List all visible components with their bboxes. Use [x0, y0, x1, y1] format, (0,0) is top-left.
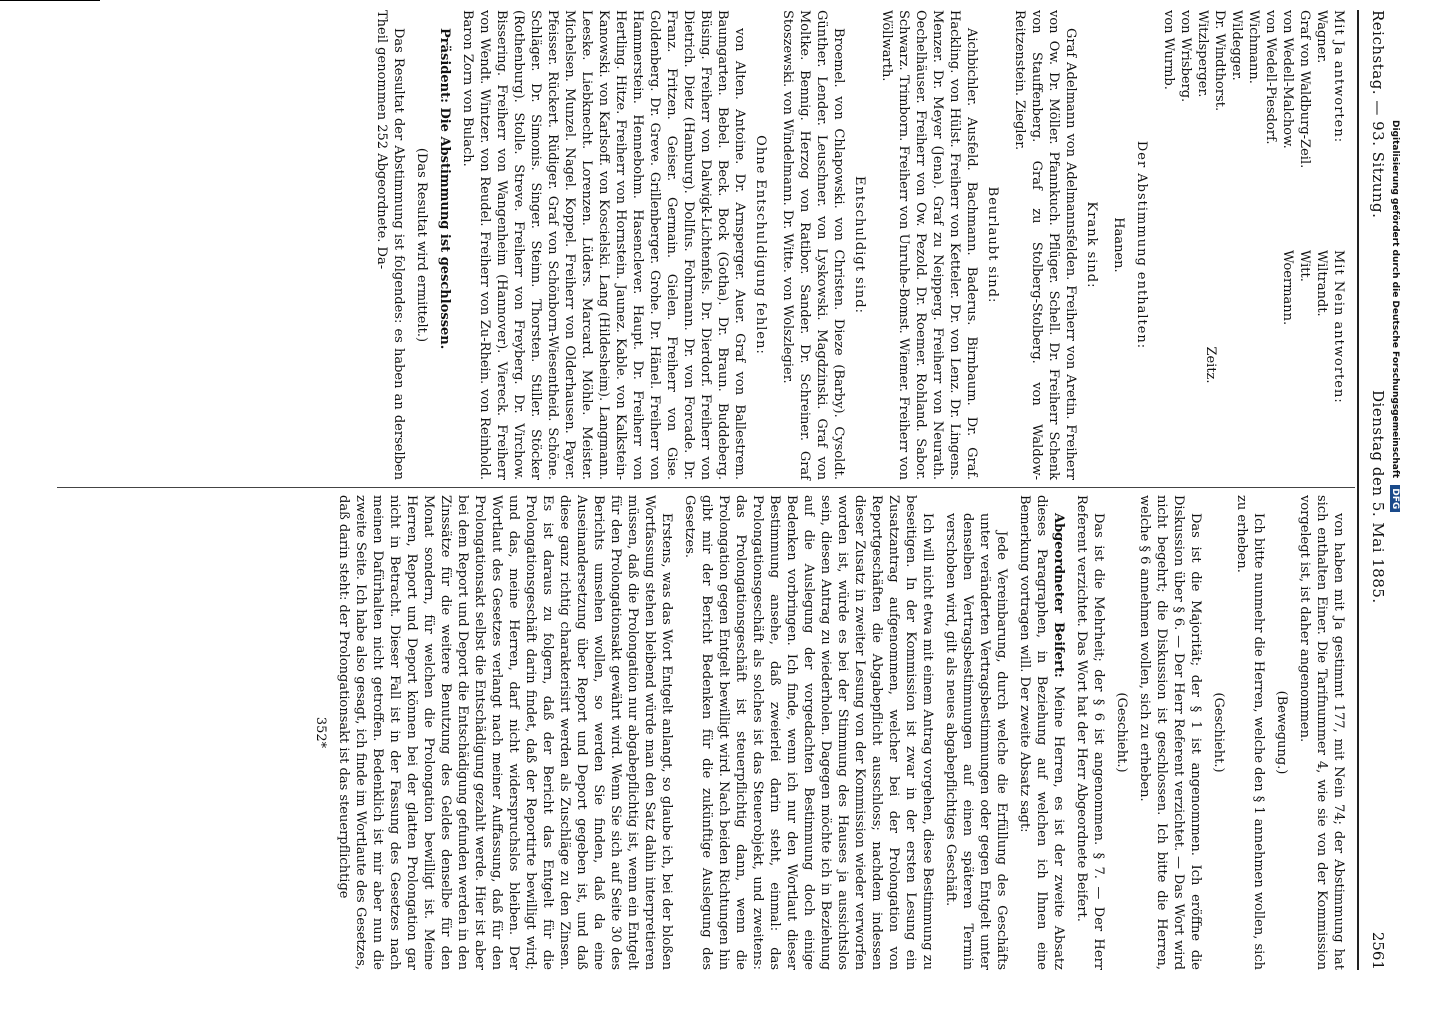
header-left: Reichstag. — 93. Sitzung.	[1369, 10, 1387, 219]
nein-name: Wiltrandt.	[1314, 250, 1329, 317]
paragraph: Das ist die Majorität; der § 1 ist angenommen. Ich eröffne die Diskussion über § 6. — Der Herr Referent verzichtet. — Das Wort wird nicht begehrt; die Diskussion ist geschlossen. Ich bitte die Herren, welche § 6 annehmen wollen, sich zu erheben.	[1137, 495, 1203, 970]
top-edge-line	[0, 0, 100, 1]
result-note: (Das Resultat wird ermittelt.)	[414, 147, 429, 343]
ja-name: Wildegger.	[1229, 10, 1244, 81]
signature-mark: 352*	[313, 716, 328, 749]
president-statement: Präsident: Die Abstimmung ist geschlossen.	[437, 28, 452, 350]
unexcused-list: von Alten. Antoine. Dr. Arnsperger. Auer. Graf von Ballestrem. Baumgarten. Bebel. Beck. Bock (Gotha). Dr. Braun. Buddeberg. Büsing. Freiherr von Dalwigk-Lichtenfels. Dr. Dierdorf. Freiherr von Dietrich. Dietz (Hamburg). Dollfus. Fohrmann. Dr. von Forcade. Dr. Franz. Fritzen. Geiser. Germain. Gielen. Freiherr von Gise. Goldenberg. Dr. Greve. Grillenberger. Grohe. Dr. Hänel. Freiherr von Hammerstein. Hennebohm. Hasenclever. Haupt. Dr. Freiherr von Hertling. Hitze. Freiherr von Hornstein. Jaunez. Kable. von Kalkstein-Kanowski. von Karlsoff. von Koscielski. Lang (Hildesheim). Langmann. Leeske. Liebknecht. Lorenzen. Lüders. Marcard. Möhle. Meister. Michelsen. Munzel. Nagel. Koppel. Freiherr von Olderhausen. Payer. Pfeisser. Rückert. Rüdiger. Graf von Schönborn-Wiesentheid. Schöne. Schläger. Dr. Simonis. Singer. Steinn. Thorsten. Stiller. Stöcker (Rothenburg). Stolle. Streve. Freiherr von Freyberg. Dr. Virchow. Bissering. Freiherr von Wangenheim (Hannover). Viereck. Freiherr von Wendt. Wintzer. von Reudel. Freiherr von Zu-Rhein. von Reinhold. Baron Zorn von Bulach.	[460, 10, 747, 480]
speaker-name: Abgeordneter Beifert:	[1051, 513, 1066, 678]
column-separator	[57, 487, 1355, 488]
excused-list: Broemel. von Chlapowski. von Christen. Dieze (Barby). Cysoldt. Günther. Lender. Leuschner. von Lyskowski. Magdzinski. Graf von Moltke. Bennig. Herzog von Ratibor. Sander. Dr. Schreiner. Graf Stoszewski. von Windelmann. Dr. Witte. von Wolszlegier.	[780, 10, 846, 480]
ja-name: von Wurmb.	[1161, 10, 1176, 90]
nein-name: Witt.	[1297, 250, 1312, 282]
excused-heading: Entschuldigt sind:	[852, 175, 867, 314]
right-column	[57, 495, 1347, 970]
page-number: 2561	[1369, 931, 1387, 970]
vote-lists	[1160, 10, 1347, 480]
header-date: Dienstag den 5. Mai 1885.	[1369, 390, 1387, 604]
paragraph: Das ist die Mehrheit; der § 6 ist angenommen. § 7. — Der Herr Referent verzichtet. Das Wort hat der Herr Abgeordnete Beifert.	[1074, 495, 1106, 970]
sick-list: Graf Adelmann von Adelmannsfelden. Freiherr von Aretin. Freiherr von Ow. Dr. Möller. Pfannkuch. Pflüger. Schell. Dr. Freiherr Schenk von Stauffenberg. Graf zu Stolberg-Stolberg. von Waldow-Reitzenstein. Ziegler.	[1012, 10, 1078, 480]
nein-name: Zeitz.	[1203, 346, 1218, 384]
ja-name: von Wedell-Piesdorf.	[1263, 10, 1278, 145]
abstention-heading: Der Abstimmung enthalten:	[1134, 140, 1149, 350]
speech-paragraph	[1016, 495, 1067, 970]
leave-heading: Beurlaubt sind:	[985, 186, 1000, 304]
nein-name: Woermann.	[1280, 250, 1295, 326]
result-text: Das Resultat der Abstimmung ist folgendes: es haben an derselben Theil genommen 252 Abgeordnete. Da-	[374, 10, 406, 480]
quoted-paragraph: Jede Vereinbarung, durch welche die Erfüllung des Geschäfts unter veränderten Vertragsbestimmungen oder gegen Entgelt unter denselben Vertragsbestimmungen auf einen späteren Termin verschoben wird, gilt als neues abgabepflichtiges Geschäft.	[943, 513, 1009, 970]
leave-list: Aichbichler. Ausfeld. Bachmann. Baderus. Birnbaum. Dr. Graf. Hackling. von Hülst. Freiherr von Ketteler. Dr. von Lenz. Dr. Lingens. Menzer. Dr. Meyer (Jena). Graf zu Neipperg. Freiherr von Neurath. Oechelhäuser. Freiherr von Ow. Pezold. Dr. Roemer. Rohland. Sabor. Schwarz. Trimborn. Freiherr von Unruhe-Bomst. Wiemer. Freiherr von Wöllwarth.	[879, 10, 979, 480]
stage-direction: (Bewegung.)	[1274, 690, 1289, 775]
paragraph: Erstens, was das Wort Entgelt anlangt, so glaube ich, bei der bloßen Wortfassung stehen bleibend würde man den Satz dahin interpretieren müssen, daß die Prolongation nur abgabepflichtig ist, wenn ein Entgelt für den Prolongationsakt gewährt wird. Wenn Sie sich auf Seite 30 des Berichts umsehen wollen, so werden Sie finden, daß da eine Auseinandersetzung über Report und Deport gegeben ist, und daß diese ganz richtig charakterisirt werden als Zuschläge zu den Zinsen. Es ist daraus zu folgern, daß der Bericht das Entgelt für die Prolongationsgeschäft darin findet, daß der Reportirte bewilligt wird; und das, meine Herren, darf nicht widerspruchslos bleiben. Der Wortlaut des Gesetzes verlangt nach meiner Auffassung, daß für den Prolongationsakt selbst die Entschädigung gezahlt werde. Hier ist aber bei dem Report und Deport die Entschädigung gefunden werden in den Zinssätze für die weitere Benutzung des Geldes denselbe für den Monat sondern, für welchen die Prolongation bewilligt ist. Meine Herren, Report und Deport können bei der glatten Prolongation gar nicht in Betracht. Dieser Fall ist in der Fassung des Gesetzes nach meinen Dafürhalten nicht getroffen. Bedenklich ist mir aber nun die zweite Seite. Ich habe also gesagt, ich finde im Wortlaute des Gesetzes, daß darin steht: der Prolongationsakt ist das steuerpflichtige	[336, 495, 674, 970]
abstention-name: Haanen.	[1111, 217, 1126, 273]
speech-text: Meine Herren, es ist der zweite Absatz dieses Paragraphen, in Beziehung auf welchen ich Ihnen eine Bemerkung vortragen will. Der zweite Absatz sagt:	[1017, 495, 1066, 971]
unexcused-heading: Ohne Entschuldigung fehlen:	[753, 135, 768, 355]
nein-list	[1160, 250, 1347, 480]
paragraph: Ich bitte nunmehr die Herren, welche den § 1 annehmen wollen, sich zu erheben.	[1234, 495, 1266, 970]
ja-name: Graf von Waldburg-Zeil.	[1297, 10, 1312, 169]
stage-direction: (Geschieht.)	[1211, 692, 1226, 773]
dfg-logo: DFG	[1390, 485, 1400, 512]
footer-text: Digitalisierung gefördert durch die Deutsche Forschungsgemeinschaft	[1390, 120, 1400, 479]
paragraph: von haben mit Ja gestimmt 177, mit Nein 74; der Abstimmung hat sich enthalten Einer. Die Tarifnummer 4, wie sie von der Kommission vorgelegt ist, ist daher angenommen.	[1297, 495, 1346, 970]
sick-heading: Krank sind:	[1084, 201, 1099, 289]
rotated-page	[57, 10, 1397, 990]
header-rule	[1357, 10, 1359, 970]
ja-name: Witzlsperger.	[1195, 10, 1210, 98]
ja-name: Dr. Windthorst.	[1212, 10, 1227, 112]
ja-heading: Mit Ja antworten:	[1331, 10, 1346, 144]
ja-name: von Wrisberg.	[1178, 10, 1193, 103]
digitization-footer	[1390, 120, 1400, 1020]
left-column	[57, 10, 1347, 480]
nein-heading: Mit Nein antworten:	[1331, 250, 1346, 404]
ja-name: Wichmann.	[1246, 10, 1261, 84]
ja-name: Wagner.	[1314, 10, 1329, 64]
paragraph: Ich will nicht etwa mit einem Antrag vorgehen, diese Bestimmung zu beseitigen. In der Kommission ist zwar in der ersten Lesung ein Zusatzantrag aufgenommen, welcher bei der Prolongation von Reportgeschäften die Abgabepflicht ausschloss; nachdem indessen dieser Zusatz in zweiter Lesung von der Kommission wieder verworfen worden ist, würde es bei der Stimmung des Hauses ja aussichtslos sein, diesen Antrag zu wiederholen. Dagegen möchte ich in Beziehung auf die Auslegung der vorgedachten Bestimmung doch einige Bedenken vorbringen. Ich finde, wenn ich nur den Wortlaut dieser Bestimmung ansehe, daß zweierlei darin steht, einmal: das Prolongationsgeschäft als solches ist das Steuerobjekt, und zweitens: das Prolongationsgeschäft ist steuerpflichtig dann, wenn die Prolongation gegen Entgelt bewilligt wird. Nach beiden Richtungen hin gibt mir der Bericht Bedenken für die zukünftige Auslegung des Gesetzes.	[682, 495, 935, 970]
stage-direction: (Geschieht.)	[1114, 692, 1129, 773]
ja-list	[1160, 10, 1347, 240]
ja-name: von Wedell-Malchow.	[1280, 10, 1295, 149]
